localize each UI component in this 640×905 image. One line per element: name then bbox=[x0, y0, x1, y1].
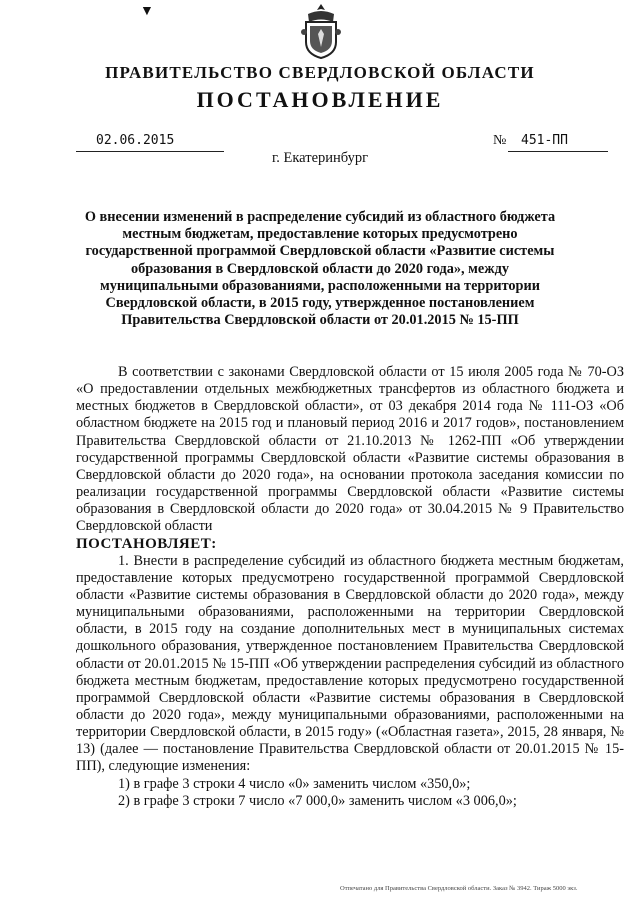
print-footer: Отпечатано для Правительства Свердловской области. Заказ № 3942. Тираж 5000 экз. bbox=[340, 885, 578, 892]
document-date: 02.06.2015 bbox=[96, 133, 175, 148]
document-title: О внесении изменений в распределение субсидий из областного бюджета местным бюджетам, предоставление которых предусмотрено государственной программой Свердловской области «Развитие системы образования в Свердловской области до 2020 года», между муниципальными образованиями, расположенными на территории Свердловской области, в 2015 году, утвержденное постановлением Правительства Свердловской области от 20.01.2015 № 15-ПП bbox=[84, 209, 556, 329]
preamble-paragraph: В соответствии с законами Свердловской области от 15 июля 2005 года № 70-ОЗ «О предоставлении отдельных межбюджетных трансфертов из областного бюджета и местных бюджетов в Свердловской области», от 03 декабря 2014 года № 111-ОЗ «Об областном бюджете на 2015 год и плановый период 2016 и 2017 годов», постановлением Правительства Свердловской области от 21.10.2013 № 1262-ПП «Об утверждении государственной программы Свердловской области «Развитие системы образования в Свердловской области до 2020 года», на основании протокола заседания комиссии по реализации государственной программы Свердловской области «Развитие системы образования в Свердловской области до 2020 года» от 30.04.2015 № 9 Правительство Свердловской области bbox=[76, 364, 624, 535]
number-sign: № bbox=[493, 133, 507, 148]
item-1-paragraph: 1. Внести в распределение субсидий из областного бюджета местным бюджетам, предоставление которых предусмотрено государственной программой Свердловской области «Развитие системы образования в Свердловской области до 2020 года», между муниципальными образованиями, расположенными на территории Свердловской области, в 2015 году на создание дополнительных мест в муниципальных системах дошкольного образования, утвержденное постановлением Правительства Свердловской области от 20.01.2015 № 15-ПП «Об утверждении распределения субсидий из областного бюджета местным бюджетам, предоставление которых предусмотрено государственной программой Свердловской области «Развитие системы образования в Свердловской области до 2020 года», между муниципальными образованиями, расположенными на территории Свердловской области, в 2015 году» («Областная газета», 2015, 28 января, № 13) (далее — постановление Правительства Свердловской области от 20.01.2015 № 15-ПП), следующие изменения: bbox=[76, 552, 624, 775]
document-number: 451-ПП bbox=[521, 133, 568, 148]
sub-item-2: 2) в графе 3 строки 7 число «7 000,0» заменить числом «3 006,0»; bbox=[118, 792, 517, 809]
coat-of-arms-icon bbox=[300, 2, 342, 60]
government-name: ПРАВИТЕЛЬСТВО СВЕРДЛОВСКОЙ ОБЛАСТИ bbox=[105, 63, 535, 82]
sub-item-1: 1) в графе 3 строки 4 число «0» заменить числом «350,0»; bbox=[118, 775, 471, 792]
city: г. Екатеринбург bbox=[271, 150, 369, 166]
resolution-verb: ПОСТАНОВЛЯЕТ: bbox=[76, 535, 217, 552]
document-body bbox=[76, 364, 624, 810]
scan-marks: ▼ bbox=[140, 4, 154, 19]
document-type: ПОСТАНОВЛЕНИЕ bbox=[196, 87, 444, 112]
